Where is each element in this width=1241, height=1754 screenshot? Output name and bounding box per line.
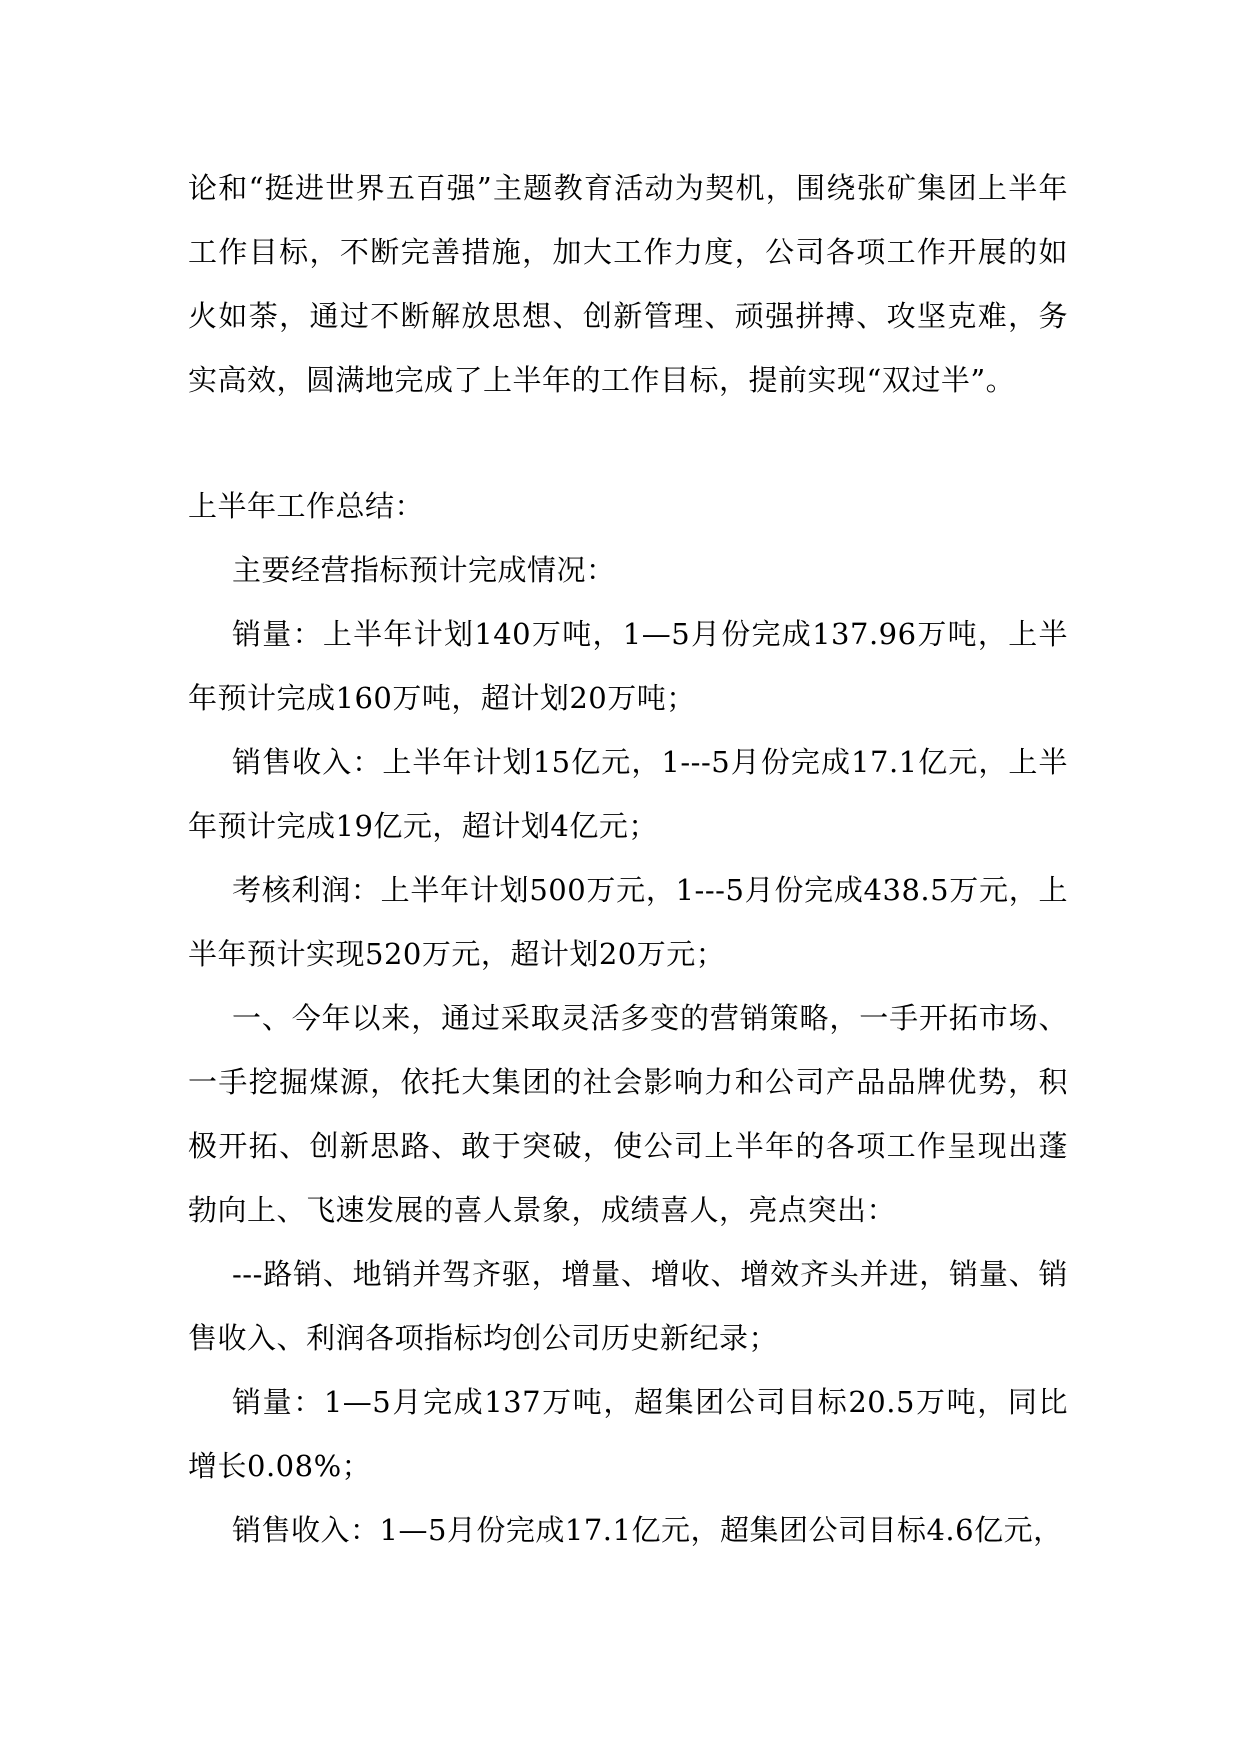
paragraph-sales-revenue-plan: 销售收入：上半年计划15亿元，1---5月份完成17.1亿元，上半年预计完成19亿元，超计划4亿元； <box>188 745 1068 843</box>
paragraph-records: ---路销、地销并驾齐驱，增量、增收、增效齐头并进，销量、销售收入、利润各项指标均创公司历史新纪录； <box>188 1257 1068 1355</box>
paragraph-profit-plan: 考核利润：上半年计划500万元，1---5月份完成438.5万元，上半年预计实现520万元，超计划20万元； <box>188 873 1068 971</box>
document-body <box>188 156 1068 1562</box>
paragraph-sales-volume-actual: 销量：1—5月完成137万吨，超集团公司目标20.5万吨，同比增长0.08%； <box>188 1385 1068 1483</box>
paragraph-gap <box>188 412 1068 474</box>
section-heading-half-year-summary: 上半年工作总结： <box>188 489 425 523</box>
paragraph-intro-continuation: 论和“挺进世界五百强”主题教育活动为契机，围绕张矿集团上半年工作目标，不断完善措施，加大工作力度，公司各项工作开展的如火如荼，通过不断解放思想、创新管理、顽强拼搏、攻坚克难，务实高效，圆满地完成了上半年的工作目标，提前实现“双过半”。 <box>188 171 1068 397</box>
paragraph-sales-revenue-actual: 销售收入：1—5月份完成17.1亿元，超集团公司目标4.6亿元， <box>232 1513 1063 1547</box>
paragraph-section-one: 一、今年以来，通过采取灵活多变的营销策略，一手开拓市场、一手挖掘煤源，依托大集团的社会影响力和公司产品品牌优势，积极开拓、创新思路、敢于突破，使公司上半年的各项工作呈现出蓬勃向上、飞速发展的喜人景象，成绩喜人，亮点突出： <box>188 1001 1068 1227</box>
paragraph-sales-volume-plan: 销量：上半年计划140万吨，1—5月份完成137.96万吨，上半年预计完成160万吨，超计划20万吨； <box>188 617 1068 715</box>
subheading-key-indicators: 主要经营指标预计完成情况： <box>232 553 616 587</box>
